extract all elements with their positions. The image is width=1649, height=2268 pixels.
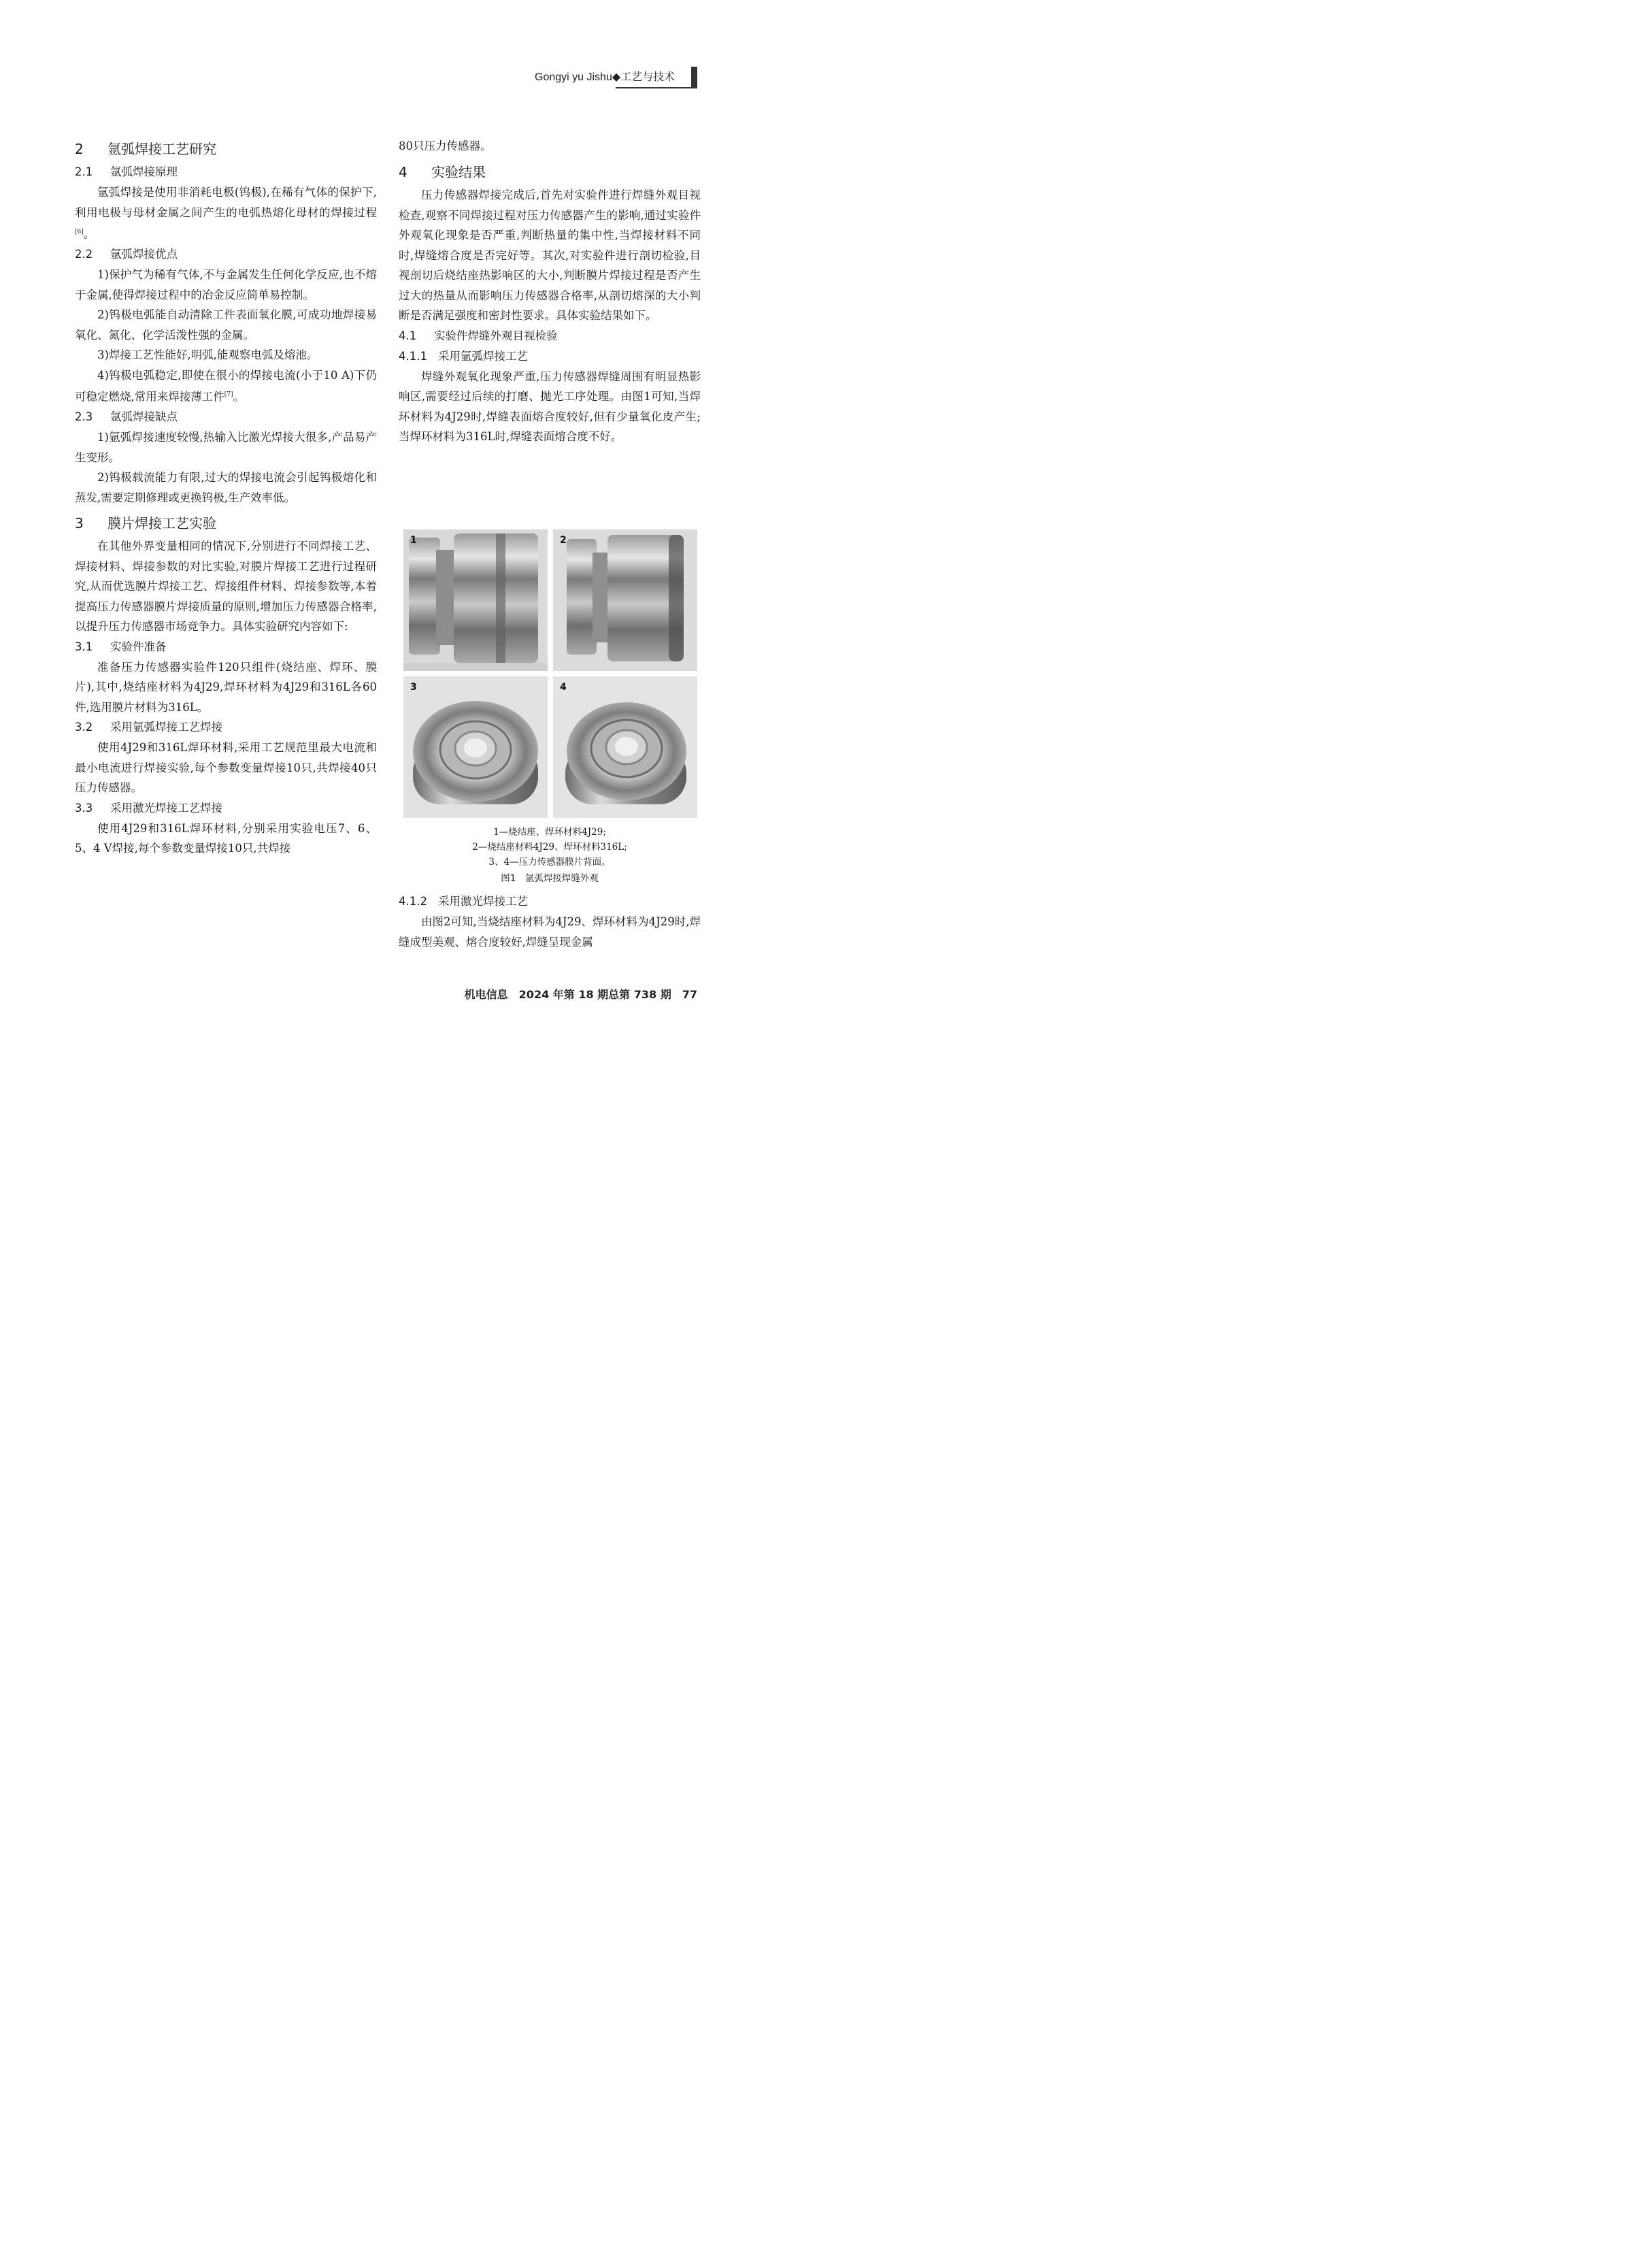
- running-header-rule: [616, 87, 697, 88]
- section-2-1-heading: 2.1 氩弧焊接原理: [75, 165, 178, 178]
- paragraph-2-2-1: 1)保护气为稀有气体,不与金属发生任何化学反应,也不熔于金属,使得焊接过程中的冶金反应简单易控制。: [75, 268, 377, 301]
- right-column-lower: [399, 891, 701, 952]
- paragraph-2-2-2: 2)钨极电弧能自动清除工件表面氧化膜,可成功地焊接易氧化、氮化、化学活泼性强的金属。: [75, 308, 377, 342]
- left-column: [75, 136, 377, 859]
- running-header-latin: Gongyi yu Jishu: [535, 71, 612, 83]
- figure-1-panel-2-number: 2: [560, 535, 567, 546]
- paragraph-2-3-1: 1)氩弧焊接速度较慢,热输入比激光焊接大很多,产品易产生变形。: [75, 431, 377, 464]
- paragraph-3-3: 使用4J29和316L焊环材料,分别采用实验电压7、6、5、4 V焊接,每个参数变量焊接10只,共焊接: [75, 821, 377, 855]
- running-header: [535, 68, 675, 84]
- section-3-heading: 3 膜片焊接工艺实验: [75, 515, 216, 531]
- section-3-1-heading: 3.1 实验件准备: [75, 640, 167, 653]
- citation-6: [6]: [75, 229, 84, 235]
- section-2-2-heading: 2.2 氩弧焊接优点: [75, 248, 178, 261]
- section-4-1-2-heading: 4.1.2 采用激光焊接工艺: [399, 895, 528, 908]
- figure-1-legend-2: 2—烧结座材料4J29、焊环材料316L;: [472, 842, 627, 853]
- section-4-1-1-heading: 4.1.1 采用氩弧焊接工艺: [399, 349, 528, 363]
- paragraph-3-1: 准备压力传感器实验件120只组件(烧结座、焊环、膜片),其中,烧结座材料为4J29,焊环材料为4J29和316L各60件,选用膜片材料为316L。: [75, 660, 377, 714]
- paragraph-2-2-4: 4)钨极电弧稳定,即使在很小的焊接电流(小于10 A)下仍可稳定燃烧,常用来焊接薄工件[7]。: [75, 368, 377, 404]
- page-footer: 机电信息 2024 年第 18 期总第 738 期 77: [464, 988, 697, 1001]
- section-2-heading: 2 氩弧焊接工艺研究: [75, 141, 216, 157]
- running-header-diamond: ◆: [612, 71, 621, 83]
- citation-7: [7]: [224, 391, 233, 398]
- paragraph-3-3-continued: 80只压力传感器。: [399, 139, 492, 152]
- section-2-3-heading: 2.3 氩弧焊接缺点: [75, 410, 178, 423]
- paragraph-2-2-3: 3)焊接工艺性能好,明弧,能观察电弧及熔池。: [97, 348, 318, 361]
- paragraph-4: 压力传感器焊接完成后,首先对实验件进行焊缝外观目视检查,观察不同焊接过程对压力传感器产生的影响,通过实验件外观氧化现象是否严重,判断热量的集中性,当焊接材料不同时,焊缝熔合度是否完好等。其次,对实验件进行剖切检验,目视剖切后烧结座热影响区的大小,判断膜片焊接过程是否产生过大的热量从而影响压力传感器合格率,从剖切熔深的大小判断是否满足强度和密封性要求。具体实验结果如下。: [399, 188, 701, 322]
- figure-1-photo-2: [553, 529, 697, 671]
- figure-1-panel-3-number: 3: [410, 682, 417, 693]
- running-header-chinese: 工艺与技术: [620, 71, 676, 83]
- figure-1-legend-3: 3、4—压力传感器膜片背面。: [488, 857, 611, 868]
- figure-1-photo-1: [403, 529, 548, 671]
- section-4-1-heading: 4.1 实验件焊缝外观目视检验: [399, 329, 558, 342]
- figure-1-title: 图1 氩弧焊接焊缝外观: [501, 873, 599, 884]
- section-3-2-heading: 3.2 采用氩弧焊接工艺焊接: [75, 721, 222, 734]
- paragraph-4-1-1: 焊缝外观氧化现象严重,压力传感器焊缝周围有明显热影响区,需要经过后续的打磨、抛光工序处理。由图1可知,当焊环材料为4J29时,焊缝表面熔合度较好,但有少量氧化皮产生;当焊环材料为316L时,焊缝表面熔合度不好。: [399, 369, 701, 443]
- paragraph-3-2: 使用4J29和316L焊环材料,采用工艺规范里最大电流和最小电流进行焊接实验,每个参数变量焊接10只,共焊接40只压力传感器。: [75, 741, 377, 794]
- paragraph-2-3-2: 2)钨极载流能力有限,过大的焊接电流会引起钨极熔化和蒸发,需要定期修理或更换钨极,生产效率低。: [75, 471, 377, 504]
- figure-1-legend-1: 1—烧结座、焊环材料4J29;: [493, 827, 606, 838]
- running-header-bar: [691, 67, 697, 87]
- section-3-3-heading: 3.3 采用激光焊接工艺焊接: [75, 801, 222, 815]
- paragraph-4-1-2: 由图2可知,当烧结座材料为4J29、焊环材料为4J29时,焊缝成型美观、熔合度较好,焊缝呈现金属: [399, 915, 701, 949]
- figure-1-panel-4-number: 4: [560, 682, 567, 693]
- figure-1-panel-1-number: 1: [410, 535, 417, 546]
- figure-1: [403, 529, 697, 818]
- figure-1-photo-3: [403, 676, 548, 818]
- right-column: [399, 136, 701, 447]
- figure-1-photo-4: [553, 676, 697, 818]
- paragraph-3: 在其他外界变量相同的情况下,分别进行不同焊接工艺、焊接材料、焊接参数的对比实验,对膜片焊接工艺进行过程研究,从而优选膜片焊接工艺、焊接组件材料、焊接参数等,本着提高压力传感器膜片焊接质量的原则,增加压力传感器合格率,以提升压力传感器市场竞争力。具体实验研究内容如下:: [75, 540, 377, 633]
- paragraph-2-1: 氩弧焊接是使用非消耗电极(钨极),在稀有气体的保护下,利用电极与母材金属之间产生的电弧热熔化母材的焊接过程[6]。: [75, 186, 377, 241]
- section-4-heading: 4 实验结果: [399, 164, 486, 180]
